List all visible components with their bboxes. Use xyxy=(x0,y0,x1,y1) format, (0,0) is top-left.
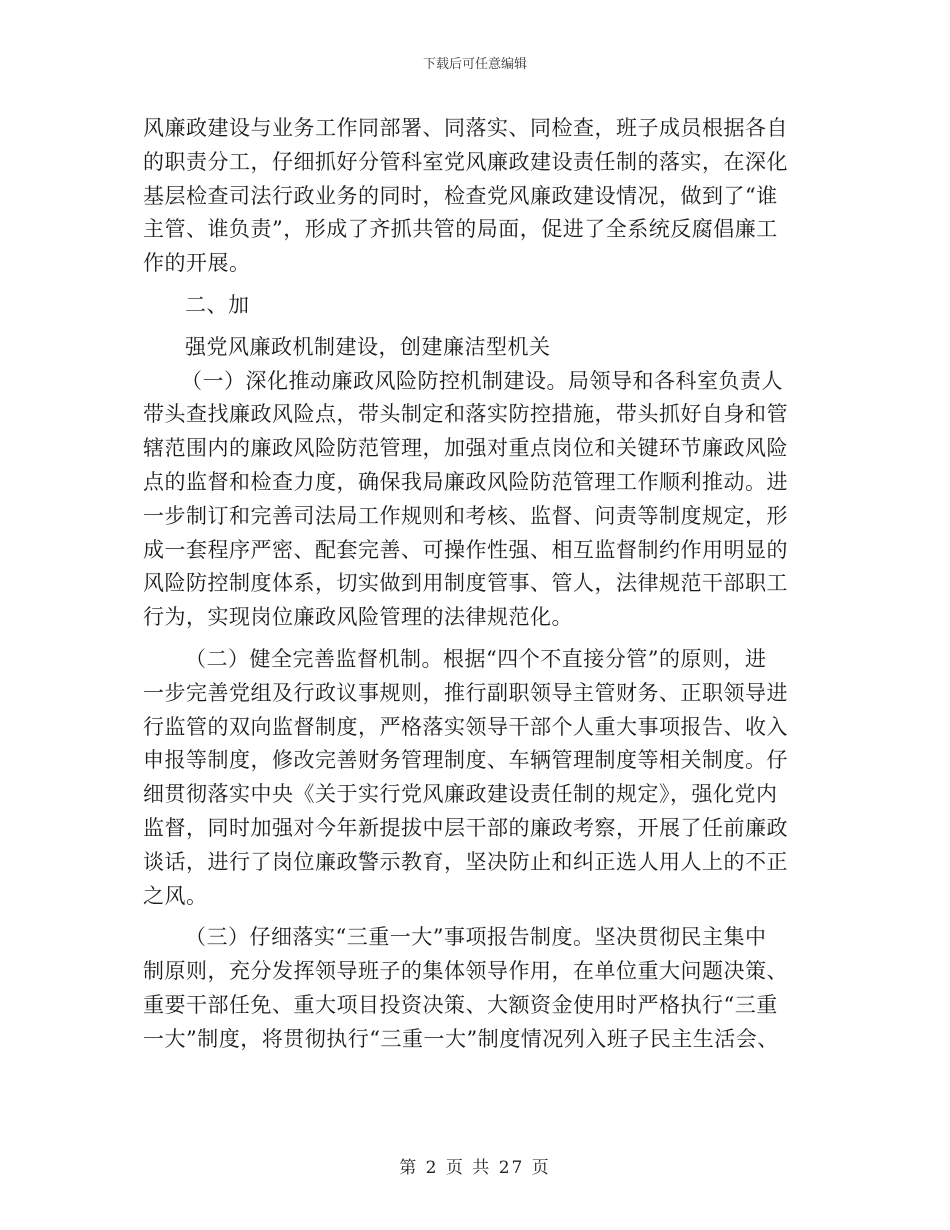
text-line: 强党风廉政机制建设，创建廉洁型机关 xyxy=(185,334,551,359)
text-line: 基层检查司法行政业务的同时，检查党风廉政建设情况，做到了“谁 xyxy=(143,183,778,208)
text-line: 行监管的双向监督制度，严格落实领导干部个人重大事项报告、收入 xyxy=(143,714,788,739)
text-line: 监督，同时加强对今年新提拔中层干部的廉政考察，开展了任前廉政 xyxy=(143,815,788,840)
text-line: 行为，实现岗位廉政风险管理的法律规范化。 xyxy=(143,605,573,630)
text-line: 二、加 xyxy=(185,292,250,317)
paragraph xyxy=(143,365,811,635)
text-line: 谈话，进行了岗位廉政警示教育，坚决防止和纠正选人用人上的不正 xyxy=(143,849,788,874)
text-line: 风廉政建设与业务工作同部署、同落实、同检查，班子成员根据各自 xyxy=(143,116,788,140)
section-heading xyxy=(143,289,811,323)
text-line: （一）深化推动廉政风险防控机制建设。局领导和各科室负责人 xyxy=(181,368,783,393)
text-line: 风险防控制度体系，切实做到用制度管事、管人，法律规范干部职工 xyxy=(143,571,788,596)
text-line: （二）健全完善监督机制。根据“四个不直接分管”的原则，进 xyxy=(185,646,767,671)
text-line: 带头查找廉政风险点，带头制定和落实防控措施，带头抓好自身和管 xyxy=(143,402,788,427)
text-line: （三）仔细落实“三重一大”事项报告制度。坚决贯彻民主集中 xyxy=(185,925,767,950)
text-line: 的职责分工，仔细抓好分管科室党风廉政建设责任制的落实，在深化 xyxy=(143,149,788,174)
paragraph xyxy=(143,921,811,1056)
text-line: 制原则，充分发挥领导班子的集体领导作用，在单位重大问题决策、 xyxy=(143,959,788,984)
text-line: 一步完善党组及行政议事规则，推行副职领导主管财务、正职领导进 xyxy=(143,680,788,705)
text-line: 辖范围内的廉政风险防范管理，加强对重点岗位和关键环节廉政风险 xyxy=(143,436,788,461)
text-line: 一大”制度，将贯彻执行“三重一大”制度情况列入班子民主生活会、 xyxy=(143,1026,779,1051)
section-heading-continued xyxy=(143,331,811,365)
document-body xyxy=(143,112,811,1057)
text-line: 之风。 xyxy=(143,883,208,908)
text-line: 点的监督和检查力度，确保我局廉政风险防范管理工作顺利推动。进 xyxy=(143,469,788,494)
text-line: 作的开展。 xyxy=(143,251,251,276)
paragraph xyxy=(143,112,811,281)
text-line: 一步制订和完善司法局工作规则和考核、监督、问责等制度规定，形 xyxy=(143,503,788,528)
text-line: 主管、谁负责”，形成了齐抓共管的局面，促进了全系统反腐倡廉工 xyxy=(143,217,778,242)
text-line: 细贯彻落实中央《关于实行党风廉政建设责任制的规定》，强化党内 xyxy=(143,782,778,807)
text-line: 申报等制度，修改完善财务管理制度、车辆管理制度等相关制度。仔 xyxy=(143,748,788,773)
paragraph xyxy=(143,643,811,913)
page-header: 下载后可任意编辑 xyxy=(422,57,527,72)
text-line: 成一套程序严密、配套完善、可操作性强、相互监督制约作用明显的 xyxy=(143,537,788,562)
page-footer: 第 2 页 共 27 页 xyxy=(399,1158,551,1178)
text-line: 重要干部任免、重大项目投资决策、大额资金使用时严格执行“三重 xyxy=(143,992,778,1017)
